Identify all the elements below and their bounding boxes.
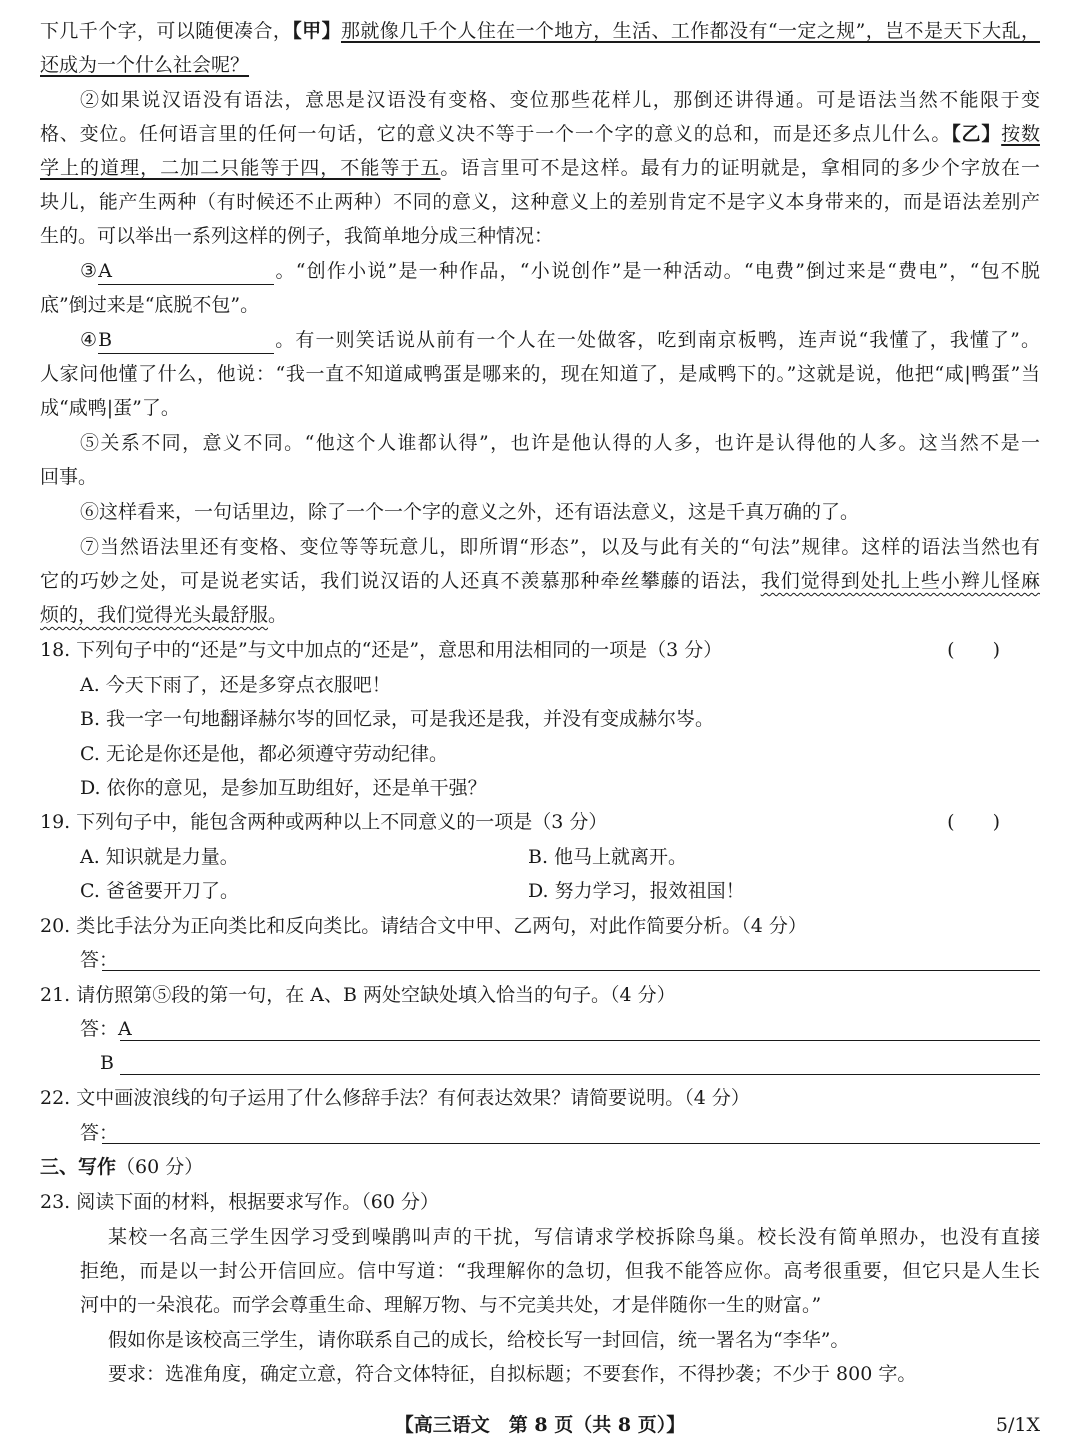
- passage-line: 回事。: [40, 466, 98, 488]
- requirements-line: 要求：选准角度，确定立意，符合文体特征，自拟标题；不要套作，不得抄袭；不少于 800 字。: [108, 1363, 917, 1385]
- passage-text: 格、变位。任何语言里的任何一句话，它的意义决不等于一个一个字的意义的总和，而是还多点儿什么。: [40, 123, 952, 145]
- paragraph-number: ④: [80, 329, 99, 351]
- mark-jia: 【甲】: [292, 20, 341, 42]
- passage-line: [40, 117, 1040, 151]
- passage-line: [40, 598, 1040, 632]
- section-points: （60 分）: [116, 1156, 204, 1178]
- material-line: 河中的一朵浪花。而学会尊重生命、理解万物、与不完美共处，才是伴随你一生的财富。”: [80, 1294, 822, 1316]
- answer-line-b[interactable]: [120, 1074, 1040, 1075]
- material-line: 某校一名高三学生因学习受到噪鹃叫声的干扰，写信请求学校拆除鸟巢。校长没有简单照办，也没有直接: [108, 1226, 1040, 1248]
- option-b[interactable]: B. 我一字一句地翻译赫尔岑的回忆录，可是我还是我，并没有变成赫尔岑。: [80, 708, 715, 730]
- section-heading: [40, 1150, 1040, 1184]
- page-footer: [0, 1408, 1080, 1442]
- section-title: 三、写作: [40, 1156, 117, 1178]
- material-line: 拒绝，而是以一封公开信回应。信中写道：“我理解你的急切，但我不能答应你。高考很重要，但它只是人生长: [80, 1260, 1040, 1282]
- passage-line: 块儿，能产生两种（有时候还不止两种）不同的意义，这种意义上的差别肯定不是字义本身带来的，而是语法差别产: [40, 191, 1040, 213]
- passage-text: 。“创作小说”是一种作品，“小说创作”是一种活动。“电费”倒过来是“费电”，“包不脱: [274, 260, 1040, 282]
- passage-text: 。有一则笑话说从前有一个人在一处做客，吃到南京板鸭，连声说“我懂了，我懂了”。: [274, 329, 1040, 351]
- answer-bracket[interactable]: ( ): [947, 811, 1000, 833]
- passage-line: 成“咸鸭|蛋”了。: [40, 397, 180, 419]
- question-22: 22. 文中画波浪线的句子运用了什么修辞手法？有何表达效果？请简要说明。（4 分）: [40, 1087, 750, 1109]
- answer-line-a[interactable]: [120, 1040, 1040, 1041]
- passage-line: [40, 14, 1040, 48]
- answer-label: 答：: [80, 949, 119, 971]
- option-c[interactable]: C. 爸爸要开刀了。: [80, 880, 239, 902]
- footer-code: 5/1X: [995, 1414, 1040, 1436]
- answer-line[interactable]: [102, 970, 1040, 971]
- option-d[interactable]: D. 努力学习，报效祖国！: [528, 880, 745, 902]
- question-23: 23. 阅读下面的材料，根据要求写作。（60 分）: [40, 1191, 439, 1213]
- answer-label-b: B: [100, 1052, 114, 1074]
- underlined-sentence-yi: 按数: [1001, 123, 1040, 145]
- question-18: [40, 633, 1040, 667]
- paragraph-5: ⑤关系不同，意义不同。“他这个人谁都认得”，也许是他认得的人多，也许是认得他的人多。这当然不是一: [80, 432, 1040, 454]
- option-d[interactable]: D. 依你的意见，是参加互助组好，还是单干强？: [80, 777, 487, 799]
- question-20: 20. 类比手法分为正向类比和反向类比。请结合文中甲、乙两句，对此作简要分析。（4 分）: [40, 915, 807, 937]
- question-stem: 18. 下列句子中的“还是”与文中加点的“还是”，意思和用法相同的一项是（3 分）: [40, 639, 723, 661]
- material-line: 假如你是该校高三学生，请你联系自己的成长，给校长写一封回信，统一署名为“李华”。: [108, 1329, 850, 1351]
- answer-label-a: 答：A: [80, 1018, 132, 1040]
- answer-bracket[interactable]: ( ): [947, 639, 1000, 661]
- mark-yi: 【乙】: [951, 123, 1002, 145]
- passage-line: 底”倒过来是“底脱不包”。: [40, 294, 260, 316]
- wavy-underlined-sentence: 我们觉得到处扎上些小辫儿怪麻: [760, 570, 1040, 592]
- paragraph-number: ③: [80, 260, 99, 282]
- passage-text: 。语言里可不是这样。最有力的证明就是，拿相同的多少个字放在一: [440, 157, 1040, 179]
- paragraph-4: [80, 323, 1040, 357]
- passage-text: 它的巧妙之处，可是说老实话，我们说汉语的人还真不羡慕那种牵丝攀藤的语法，: [40, 570, 761, 592]
- blank-b[interactable]: B: [98, 327, 274, 354]
- underlined-sentence-jia: 还成为一个什么社会呢？: [40, 54, 250, 76]
- passage-text: 。: [268, 604, 288, 626]
- paragraph-6: ⑥这样看来，一句话里边，除了一个一个字的意义之外，还有语法意义，这是千真万确的了。: [80, 501, 860, 523]
- passage-line: [40, 151, 1040, 185]
- passage-line: [40, 564, 1040, 598]
- wavy-underlined-sentence: 烦的，我们觉得光头最舒服: [40, 604, 269, 626]
- option-b[interactable]: B. 他马上就离开。: [528, 846, 688, 868]
- underlined-sentence-yi: 学上的道理，二加二只能等于四，不能等于五: [40, 157, 441, 179]
- paragraph-3: [80, 254, 1040, 288]
- option-a[interactable]: A. 今天下雨了，还是多穿点衣服吧！: [80, 674, 391, 696]
- underlined-sentence-jia: 那就像几千个人住在一个地方，生活、工作都没有“一定之规”，岂不是天下大乱，: [340, 20, 1040, 42]
- blank-a[interactable]: A: [98, 258, 274, 285]
- question-21: 21. 请仿照第⑤段的第一句，在 A、B 两处空缺处填入恰当的句子。（4 分）: [40, 984, 676, 1006]
- answer-line[interactable]: [102, 1143, 1040, 1144]
- paragraph-2: ②如果说汉语没有语法，意思是汉语没有变格、变位那些花样儿，那倒还讲得通。可是语法当然不能限于变: [80, 89, 1040, 111]
- option-c[interactable]: C. 无论是你还是他，都必须遵守劳动纪律。: [80, 743, 448, 765]
- question-19: [40, 805, 1040, 839]
- option-a[interactable]: A. 知识就是力量。: [80, 846, 239, 868]
- passage-text: 下几千个字，可以随便凑合，: [40, 20, 293, 42]
- passage-line: 生的。可以举出一系列这样的例子，我简单地分成三种情况：: [40, 225, 554, 247]
- answer-label: 答：: [80, 1122, 119, 1144]
- passage-line: 人家问他懂了什么，他说：“我一直不知道咸鸭蛋是哪来的，现在知道了，是咸鸭下的。”这就是说，他把“咸|鸭蛋”当: [40, 363, 1040, 385]
- footer-page-info: 【高三语文 第 8 页（共 8 页）】: [394, 1414, 686, 1436]
- passage-line: [40, 48, 1040, 82]
- question-stem: 19. 下列句子中，能包含两种或两种以上不同意义的一项是（3 分）: [40, 811, 608, 833]
- paragraph-7: ⑦当然语法里还有变格、变位等等玩意儿，即所谓“形态”，以及与此有关的“句法”规律。这样的语法当然也有: [80, 536, 1040, 558]
